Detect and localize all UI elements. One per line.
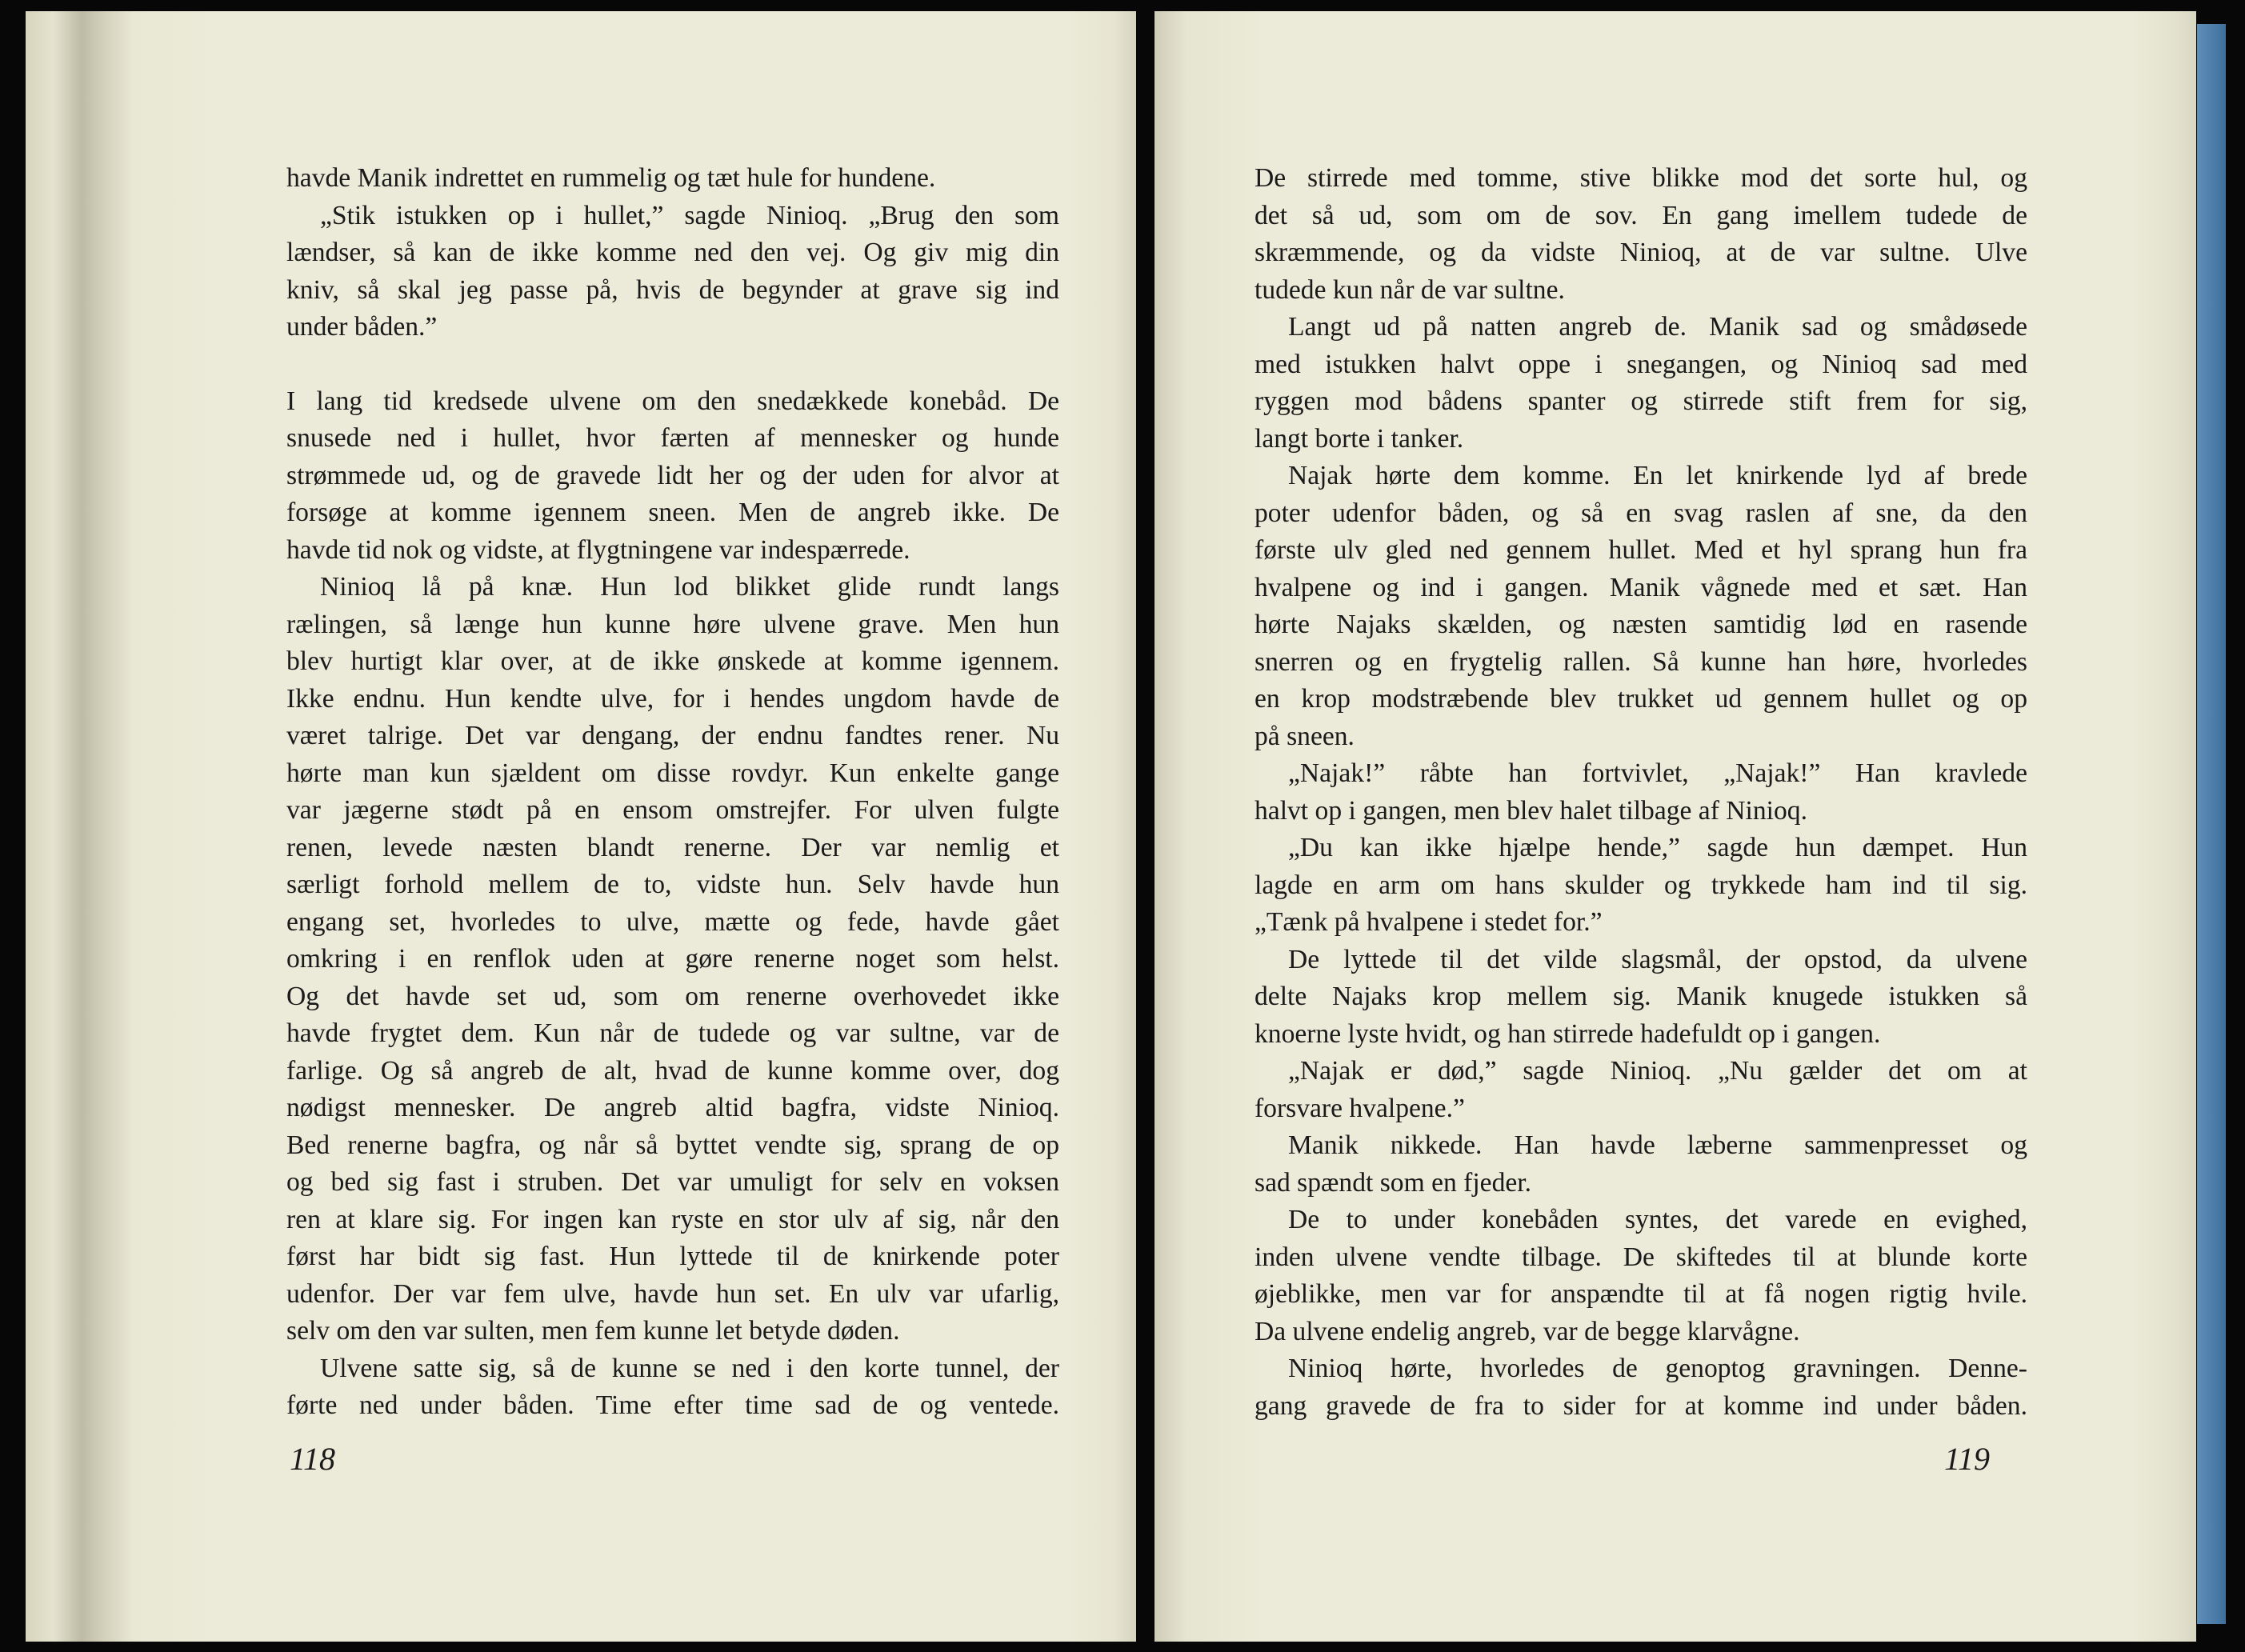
text-line: „Tænk på hvalpene i stedet for.” bbox=[1255, 907, 1603, 937]
text-line: hørte man kun sjældent om disse rovdyr. Kun enkelte gange bbox=[286, 758, 1059, 788]
text-line: langt borte i tanker. bbox=[1255, 423, 1464, 454]
text-line: havde Manik indrettet en rummelig og tæt hule for hundene. bbox=[286, 163, 936, 193]
text-line: snerren og en frygtelig rallen. Så kunne han høre, hvorledes bbox=[1255, 646, 2027, 677]
text-line: engang set, hvorledes to ulve, mætte og fede, havde gået bbox=[286, 906, 1059, 937]
text-line: inden ulvene vendte tilbage. De skiftedes til at blunde korte bbox=[1255, 1242, 2027, 1272]
text-line: gang gravede de fra to sider for at komme ind under båden. bbox=[1255, 1390, 2027, 1421]
text-line: første ulv gled ned gennem hullet. Med et hyl sprang hun fra bbox=[1255, 535, 2027, 565]
text-line: strømmede ud, og de gravede lidt her og der uden for alvor at bbox=[286, 460, 1059, 490]
text-line: „Najak!” råbte han fortvivlet, „Najak!” Han kravlede bbox=[1288, 758, 2027, 788]
right-page bbox=[1155, 11, 2196, 1642]
text-line: udenfor. Der var fem ulve, havde hun set. En ulv var ufarlig, bbox=[286, 1278, 1059, 1309]
text-line: lagde en arm om hans skulder og trykkede ham ind til sig. bbox=[1255, 870, 2027, 900]
text-line: hørte Najaks skælden, og næsten samtidig lød en rasende bbox=[1255, 610, 2027, 639]
right-page-text bbox=[1255, 160, 2027, 1425]
text-line: først har bidt sig fast. Hun lyttede til de knirkende poter bbox=[286, 1242, 1059, 1271]
text-line: ryggen mod bådens spanter og stirrede stift frem for sig, bbox=[1255, 386, 2027, 416]
text-line: Ulvene satte sig, så de kunne se ned i den korte tunnel, der bbox=[320, 1353, 1059, 1383]
text-line: med istukken halvt oppe i snegangen, og Ninioq sad med bbox=[1255, 349, 2027, 379]
text-line: forsvare hvalpene.” bbox=[1255, 1093, 1465, 1123]
text-line: omkring i en renflok uden at gøre renerne noget som helst. bbox=[286, 944, 1059, 974]
text-line: blev hurtigt klar over, at de ikke ønskede at komme igennem. bbox=[286, 646, 1059, 676]
text-line: Ninioq hørte, hvorledes de genoptog gravningen. Denne- bbox=[1288, 1354, 2027, 1383]
text-line: havde frygtet dem. Kun når de tudede og var sultne, var de bbox=[286, 1018, 1059, 1048]
text-line: tudede kun når de var sultne. bbox=[1255, 274, 1565, 305]
left-page-number: 118 bbox=[290, 1441, 336, 1477]
text-line: Og det havde set ud, som om renerne overhovedet ikke bbox=[286, 981, 1059, 1011]
text-line: været talrige. Det var dengang, der endnu fandtes rener. Nu bbox=[286, 721, 1059, 750]
text-line: var jægerne stødt på en ensom omstrejfer. For ulven fulgte bbox=[286, 795, 1059, 825]
text-line: Da ulvene endelig angreb, var de begge klarvågne. bbox=[1255, 1316, 1800, 1346]
text-line: renen, levede næsten blandt renerne. Der var nemlig et bbox=[286, 832, 1059, 862]
left-page-text bbox=[286, 160, 1059, 1425]
text-line: Ikke endnu. Hun kendte ulve, for i hendes ungdom havde de bbox=[286, 683, 1059, 714]
text-line: De stirrede med tomme, stive blikke mod det sorte hul, og bbox=[1255, 163, 2027, 193]
text-line: en krop modstræbende blev trukket ud gennem hullet og op bbox=[1255, 684, 2027, 714]
text-line: De lyttede til det vilde slagsmål, der opstod, da ulvene bbox=[1288, 944, 2027, 974]
text-line: Manik nikkede. Han havde læberne sammenpresset og bbox=[1288, 1130, 2027, 1160]
text-line: De to under konebåden syntes, det varede en evighed, bbox=[1288, 1205, 2027, 1234]
text-line: I lang tid kredsede ulvene om den snedækkede konebåd. De bbox=[286, 386, 1059, 416]
text-line: poter udenfor båden, og så en svag raslen af sne, da den bbox=[1255, 498, 2027, 528]
text-line: forsøge at komme igennem sneen. Men de angreb ikke. De bbox=[286, 498, 1059, 527]
text-line: rælingen, så længe hun kunne høre ulvene grave. Men hun bbox=[286, 609, 1059, 639]
text-line: nødigst mennesker. De angreb altid bagfra, vidste Ninioq. bbox=[286, 1093, 1059, 1122]
text-line: farlige. Og så angreb de alt, hvad de kunne komme over, dog bbox=[286, 1055, 1059, 1086]
text-line: kniv, så skal jeg passe på, hvis de begynder at grave sig ind bbox=[286, 274, 1059, 305]
text-line: skræmmende, og da vidste Ninioq, at de var sultne. Ulve bbox=[1255, 238, 2027, 267]
right-page-number: 119 bbox=[1944, 1441, 1991, 1477]
text-line: selv om den var sulten, men fem kunne let betyde døden. bbox=[286, 1316, 900, 1346]
text-line: Bed renerne bagfra, og når så byttet vendte sig, sprang de op bbox=[286, 1130, 1059, 1160]
text-line: „Stik istukken op i hullet,” sagde Ninioq. „Brug den som bbox=[320, 200, 1059, 230]
text-line: det så ud, som om de sov. En gang imellem tudede de bbox=[1255, 200, 2027, 230]
text-line: knoerne lyste hvidt, og han stirrede hadefuldt op i gangen. bbox=[1255, 1018, 1881, 1049]
text-line: ren at klare sig. For ingen kan ryste en stor ulv af sig, når den bbox=[286, 1204, 1059, 1234]
text-line: „Du kan ikke hjælpe hende,” sagde hun dæmpet. Hun bbox=[1288, 833, 2027, 862]
text-line: lændser, så kan de ikke komme ned den vej. Og giv mig din bbox=[286, 238, 1059, 267]
text-line: „Najak er død,” sagde Ninioq. „Nu gælder det om at bbox=[1288, 1056, 2027, 1086]
text-line: øjeblikke, men var for anspændte til at få nogen rigtig hvile. bbox=[1255, 1279, 2027, 1309]
text-line: havde tid nok og vidste, at flygtningene var indespærrede. bbox=[286, 534, 910, 565]
text-line: Langt ud på natten angreb de. Manik sad og smådøsede bbox=[1288, 312, 2027, 342]
blue-cover-edge bbox=[2197, 24, 2226, 1624]
text-line: under båden.” bbox=[286, 312, 438, 342]
text-line: halvt op i gangen, men blev halet tilbage af Ninioq. bbox=[1255, 795, 1807, 826]
text-line: snusede ned i hullet, hvor færten af mennesker og hunde bbox=[286, 423, 1059, 453]
text-line: førte ned under båden. Time efter time sad de og ventede. bbox=[286, 1390, 1059, 1420]
text-line: hvalpene og ind i gangen. Manik vågnede med et sæt. Han bbox=[1255, 572, 2027, 602]
text-line: særligt forhold mellem de to, vidste hun. Selv havde hun bbox=[286, 870, 1059, 899]
text-line: Najak hørte dem komme. En let knirkende lyd af brede bbox=[1288, 461, 2027, 490]
text-line: sad spændt som en fjeder. bbox=[1255, 1167, 1531, 1198]
text-line: delte Najaks krop mellem sig. Manik knugede istukken så bbox=[1255, 982, 2027, 1011]
text-line: på sneen. bbox=[1255, 721, 1355, 751]
text-line: Ninioq lå på knæ. Hun lod blikket glide rundt langs bbox=[320, 572, 1059, 602]
left-page bbox=[26, 11, 1136, 1642]
text-line: og bed sig fast i struben. Det var umuligt for selv en voksen bbox=[286, 1167, 1059, 1197]
